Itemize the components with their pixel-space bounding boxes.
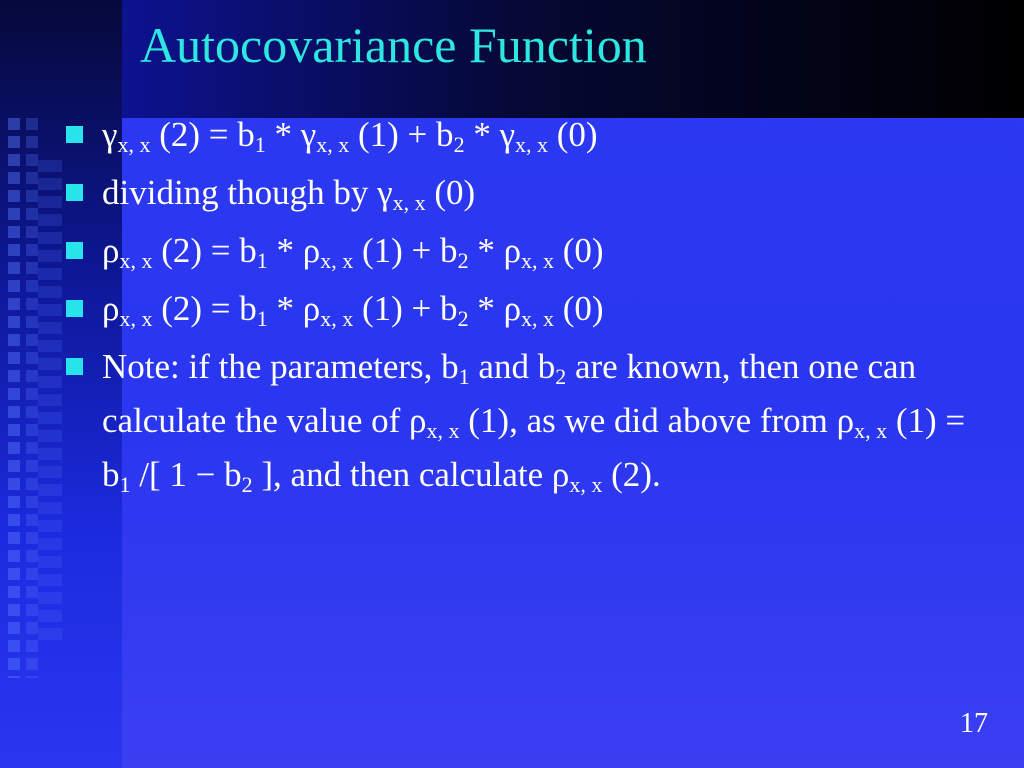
subscript: 2 <box>555 364 567 389</box>
subscript: 2 <box>457 248 469 273</box>
bullet-square-icon <box>66 242 83 259</box>
subscript: x, x <box>316 132 350 157</box>
text-run: * ρ <box>267 231 321 270</box>
bullet-item-2 <box>60 166 990 220</box>
subscript: 2 <box>457 306 469 331</box>
text-run: * γ <box>464 115 516 154</box>
text-run: (1) + b <box>349 115 454 154</box>
subscript: x, x <box>521 306 555 331</box>
bullet-item-4 <box>60 282 990 336</box>
text-run: * ρ <box>468 289 522 328</box>
subscript: x, x <box>521 248 555 273</box>
bullet-square-icon <box>66 358 83 375</box>
text-run: γ <box>102 115 118 154</box>
bullet-item-3 <box>60 224 990 278</box>
text-run: /[ 1 − b <box>130 455 242 494</box>
text-run: are known, then one can calculate the value of ρ <box>102 347 917 440</box>
text-run: and b <box>469 347 556 386</box>
text-run: ρ <box>102 289 120 328</box>
text-run: (0) <box>548 115 598 154</box>
bullet-square-icon <box>66 126 83 143</box>
subscript: x, x <box>515 132 549 157</box>
subscript: 1 <box>256 248 268 273</box>
text-run: (2) = b <box>152 289 257 328</box>
subscript: x, x <box>119 248 153 273</box>
bullet-square-icon <box>66 300 83 317</box>
slide-title: Autocovariance Function <box>140 17 647 73</box>
text-run: ], and then calculate ρ <box>252 455 570 494</box>
text-run: dividing though by γ <box>102 173 393 212</box>
text-run: (0) <box>425 173 476 212</box>
text-run: (0) <box>554 231 604 270</box>
text-run: * γ <box>265 115 317 154</box>
bullet-item-1 <box>60 108 990 162</box>
checker-pattern-secondary <box>38 160 62 640</box>
text-run: (1), as we did above from ρ <box>459 401 855 440</box>
subscript: 1 <box>256 306 268 331</box>
subscript: x, x <box>119 306 153 331</box>
page-number: 17 <box>960 708 988 739</box>
subscript: x, x <box>320 248 354 273</box>
text-run: (1) + b <box>353 289 458 328</box>
subscript: x, x <box>117 132 151 157</box>
subscript: 2 <box>453 132 465 157</box>
subscript: x, x <box>426 418 460 443</box>
text-run: (1) + b <box>353 231 458 270</box>
text-run: Note: if the parameters, b <box>102 347 459 386</box>
subscript: x, x <box>569 472 603 497</box>
subscript: 1 <box>254 132 266 157</box>
text-run: * ρ <box>267 289 321 328</box>
subscript: 2 <box>241 472 253 497</box>
subscript: x, x <box>392 190 426 215</box>
text-run: (0) <box>554 289 604 328</box>
bullet-square-icon <box>66 184 83 201</box>
subscript: x, x <box>320 306 354 331</box>
subscript: 1 <box>458 364 470 389</box>
checker-pattern <box>8 118 38 678</box>
text-run: (2). <box>602 455 661 494</box>
text-run: ρ <box>102 231 120 270</box>
subscript: 1 <box>119 472 131 497</box>
text-run: (1) = b <box>102 401 966 494</box>
text-run: * ρ <box>468 231 522 270</box>
text-run: (2) = b <box>152 231 257 270</box>
bullet-list <box>60 108 990 506</box>
text-run: (2) = b <box>150 115 255 154</box>
bullet-item-5 <box>60 340 990 502</box>
subscript: x, x <box>854 418 888 443</box>
